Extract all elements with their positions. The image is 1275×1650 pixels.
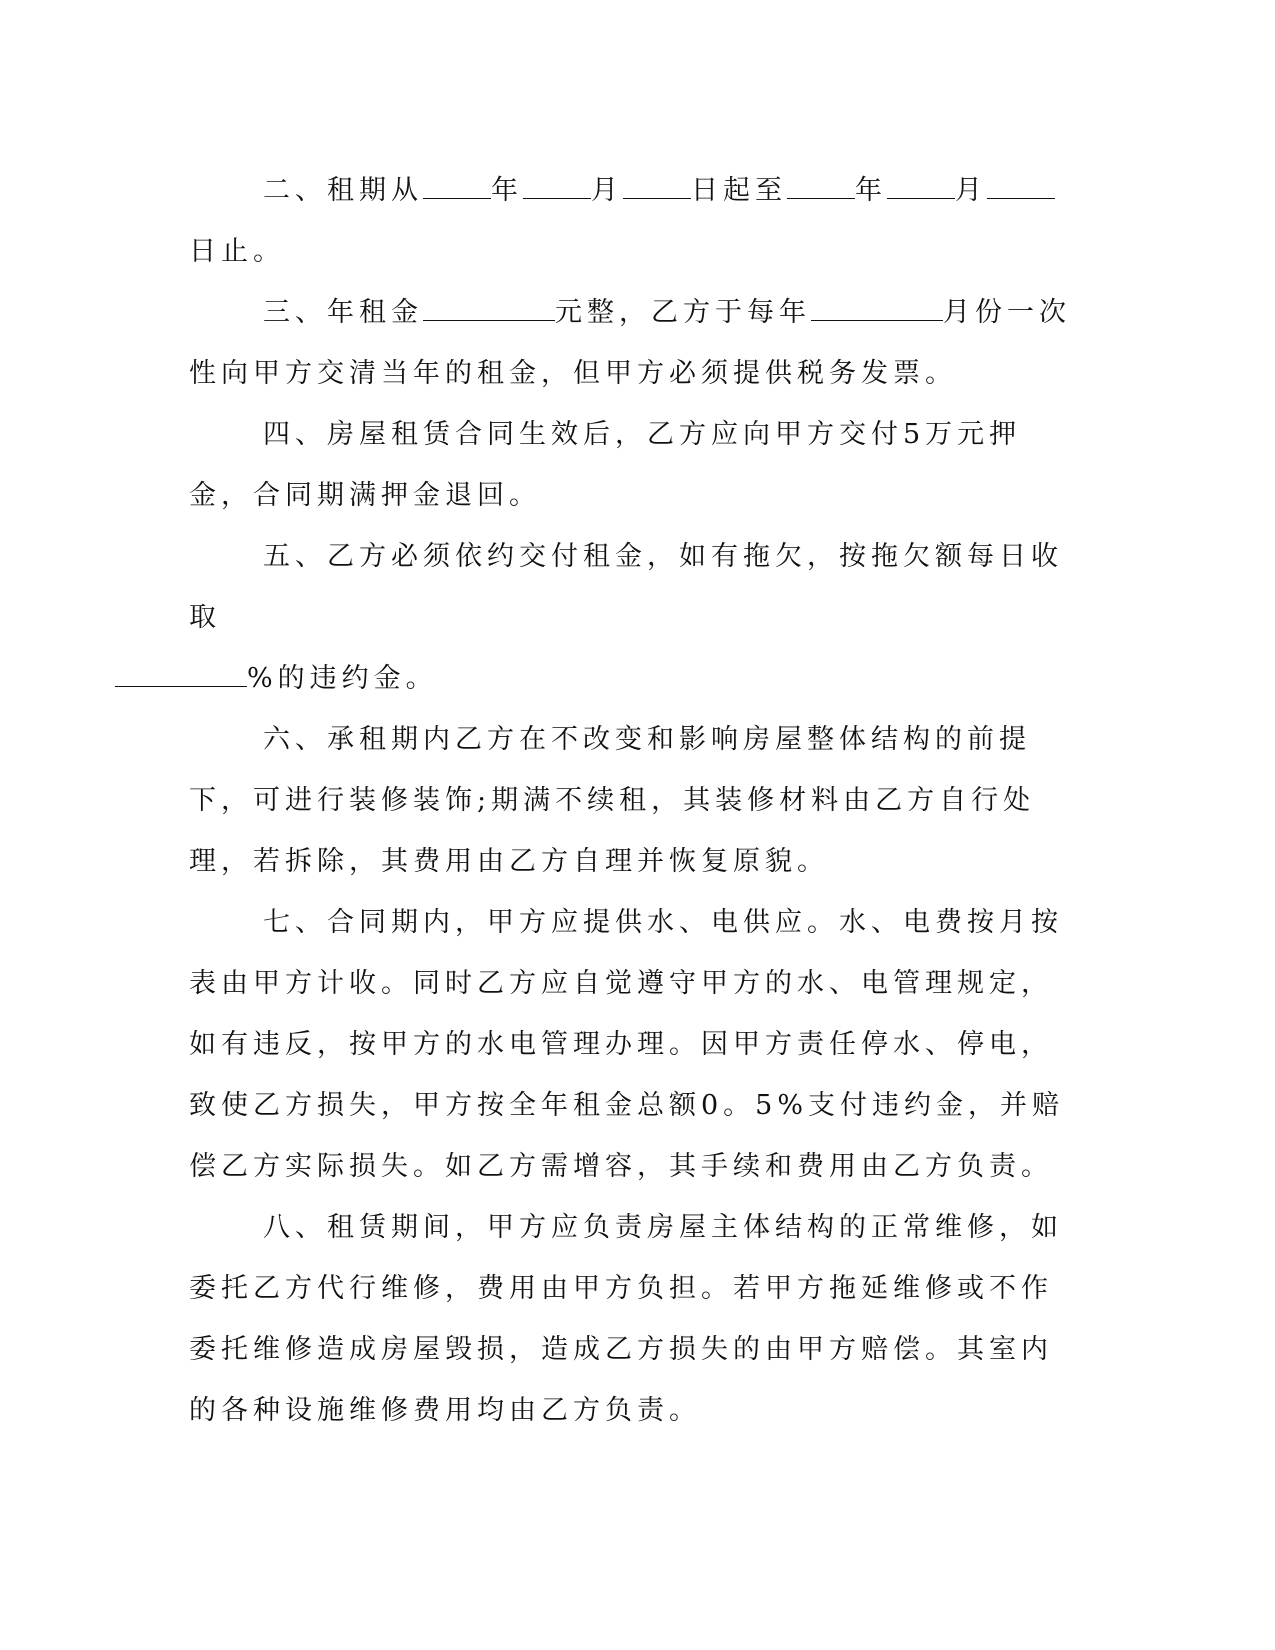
clause-2-text-4: 日起至	[691, 175, 787, 206]
clause-3-text-1: 三、年租金	[263, 297, 423, 328]
clause-3-text-3: 月份一次性向甲方交清当年的租金，但甲方必须提供税务发票。	[189, 297, 1071, 389]
clause-2-text-7: 日止。	[189, 236, 285, 267]
blank-start-day[interactable]	[623, 174, 691, 199]
clause-7: 七、合同期内，甲方应提供水、电供应。水、电费按月按表由甲方计收。同时乙方应自觉遵守甲方的水、电管理规定，如有违反，按甲方的水电管理办理。因甲方责任停水、停电，致使乙方损失，甲方按全年租金总额0。5%支付违约金，并赔偿乙方实际损失。如乙方需增容，其手续和费用由乙方负责。	[189, 907, 1065, 1182]
clause-3	[189, 282, 1079, 404]
clause-2-text-6: 月	[955, 175, 987, 206]
clause-6: 六、承租期内乙方在不改变和影响房屋整体结构的前提下，可进行装修装饰;期满不续租，其装修材料由乙方自行处理，若拆除，其费用由乙方自理并恢复原貌。	[189, 724, 1036, 877]
blank-penalty-rate[interactable]	[115, 662, 247, 687]
clause-2-text-5: 年	[855, 175, 887, 206]
blank-end-year[interactable]	[787, 174, 855, 199]
clause-5-text-1: 五、乙方必须依约交付租金，如有拖欠，按拖欠额每日收取	[189, 541, 1063, 633]
contract-body	[189, 160, 1079, 1441]
clause-2-text-3: 月	[591, 175, 623, 206]
blank-annual-rent[interactable]	[423, 296, 555, 321]
clause-2	[189, 160, 1079, 282]
clause-5-text-2: %的违约金。	[247, 663, 438, 694]
clause-5	[189, 526, 1079, 709]
blank-payment-month[interactable]	[811, 296, 943, 321]
blank-end-day[interactable]	[987, 174, 1055, 199]
blank-start-month[interactable]	[523, 174, 591, 199]
clause-8: 八、租赁期间，甲方应负责房屋主体结构的正常维修，如委托乙方代行维修，费用由甲方负担。若甲方拖延维修或不作委托维修造成房屋毁损，造成乙方损失的由甲方赔偿。其室内的各种设施维修费用均由乙方负责。	[189, 1212, 1063, 1426]
blank-end-month[interactable]	[887, 174, 955, 199]
clause-2-text-2: 年	[491, 175, 523, 206]
clause-3-text-2: 元整，乙方于每年	[555, 297, 811, 328]
blank-start-year[interactable]	[423, 174, 491, 199]
clause-4: 四、房屋租赁合同生效后，乙方应向甲方交付5万元押金，合同期满押金退回。	[189, 419, 1022, 511]
clause-2-text-1: 二、租期从	[263, 175, 423, 206]
